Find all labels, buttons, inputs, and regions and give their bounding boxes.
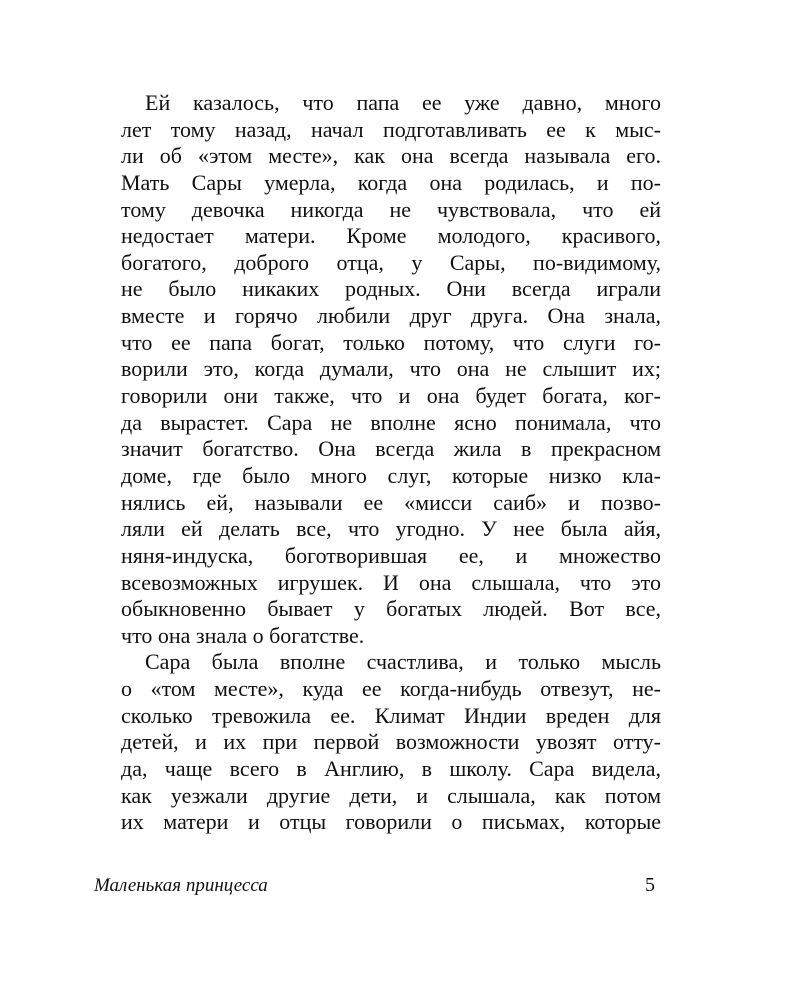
text-line: да, чаще всего в Англию, в школу. Сара видела,: [121, 756, 661, 782]
text-line: недостает матери. Кроме молодого, красивого,: [121, 223, 661, 249]
text-line: детей, и их при первой возможности увозят отту-: [121, 729, 661, 755]
text-line: значит богатство. Она всегда жила в прекрасном: [121, 436, 661, 462]
text-line: ворили это, когда думали, что она не слышит их;: [121, 356, 661, 382]
text-line: да вырастет. Сара не вполне ясно понимала, что: [121, 409, 661, 435]
text-line: вместе и горячо любили друг друга. Она знала,: [121, 303, 661, 329]
text-line: доме, где было много слуг, которые низко кла-: [121, 462, 661, 488]
text-line: ли об «этом месте», как она всегда называла его.: [121, 143, 661, 169]
text-line: тому девочка никогда не чувствовала, что ей: [121, 196, 661, 222]
text-line: как уезжали другие дети, и слышала, как потом: [121, 782, 661, 808]
text-line: сколько тревожила ее. Климат Индии вреден для: [121, 702, 661, 728]
text-line: не было никаких родных. Они всегда играли: [121, 276, 661, 302]
text-line: лет тому назад, начал подготавливать ее к мыс-: [121, 116, 661, 142]
text-line: няня-индуска, боготворившая ее, и множество: [121, 542, 661, 568]
text-line: что она знала о богатстве.: [121, 622, 365, 648]
page-number: 5: [645, 874, 655, 896]
text-line: что ее папа богат, только потому, что слуги го-: [121, 329, 661, 355]
text-line: всевозможных игрушек. И она слышала, что это: [121, 569, 661, 595]
running-footer-title: Маленькая принцесса: [94, 875, 268, 896]
text-line: обыкновенно бывает у богатых людей. Вот все,: [121, 596, 661, 622]
text-line: их матери и отцы говорили о письмах, которые: [121, 809, 661, 835]
text-line: богатого, доброго отца, у Сары, по-видимому,: [121, 249, 661, 275]
body-text: [121, 90, 661, 836]
text-line: Ей казалось, что папа ее уже давно, много: [145, 90, 661, 115]
text-line: нялись ей, называли ее «мисси саиб» и позво-: [121, 489, 661, 515]
text-line: Мать Сары умерла, когда она родилась, и по-: [121, 169, 661, 195]
text-line: говорили они также, что и она будет богата, ког-: [121, 383, 661, 409]
text-line: ляли ей делать все, что угодно. У нее была айя,: [121, 516, 661, 542]
text-line: Сара была вполне счастлива, и только мысль: [145, 649, 661, 675]
text-line: о «том месте», куда ее когда-нибудь отвезут, не-: [121, 676, 661, 702]
